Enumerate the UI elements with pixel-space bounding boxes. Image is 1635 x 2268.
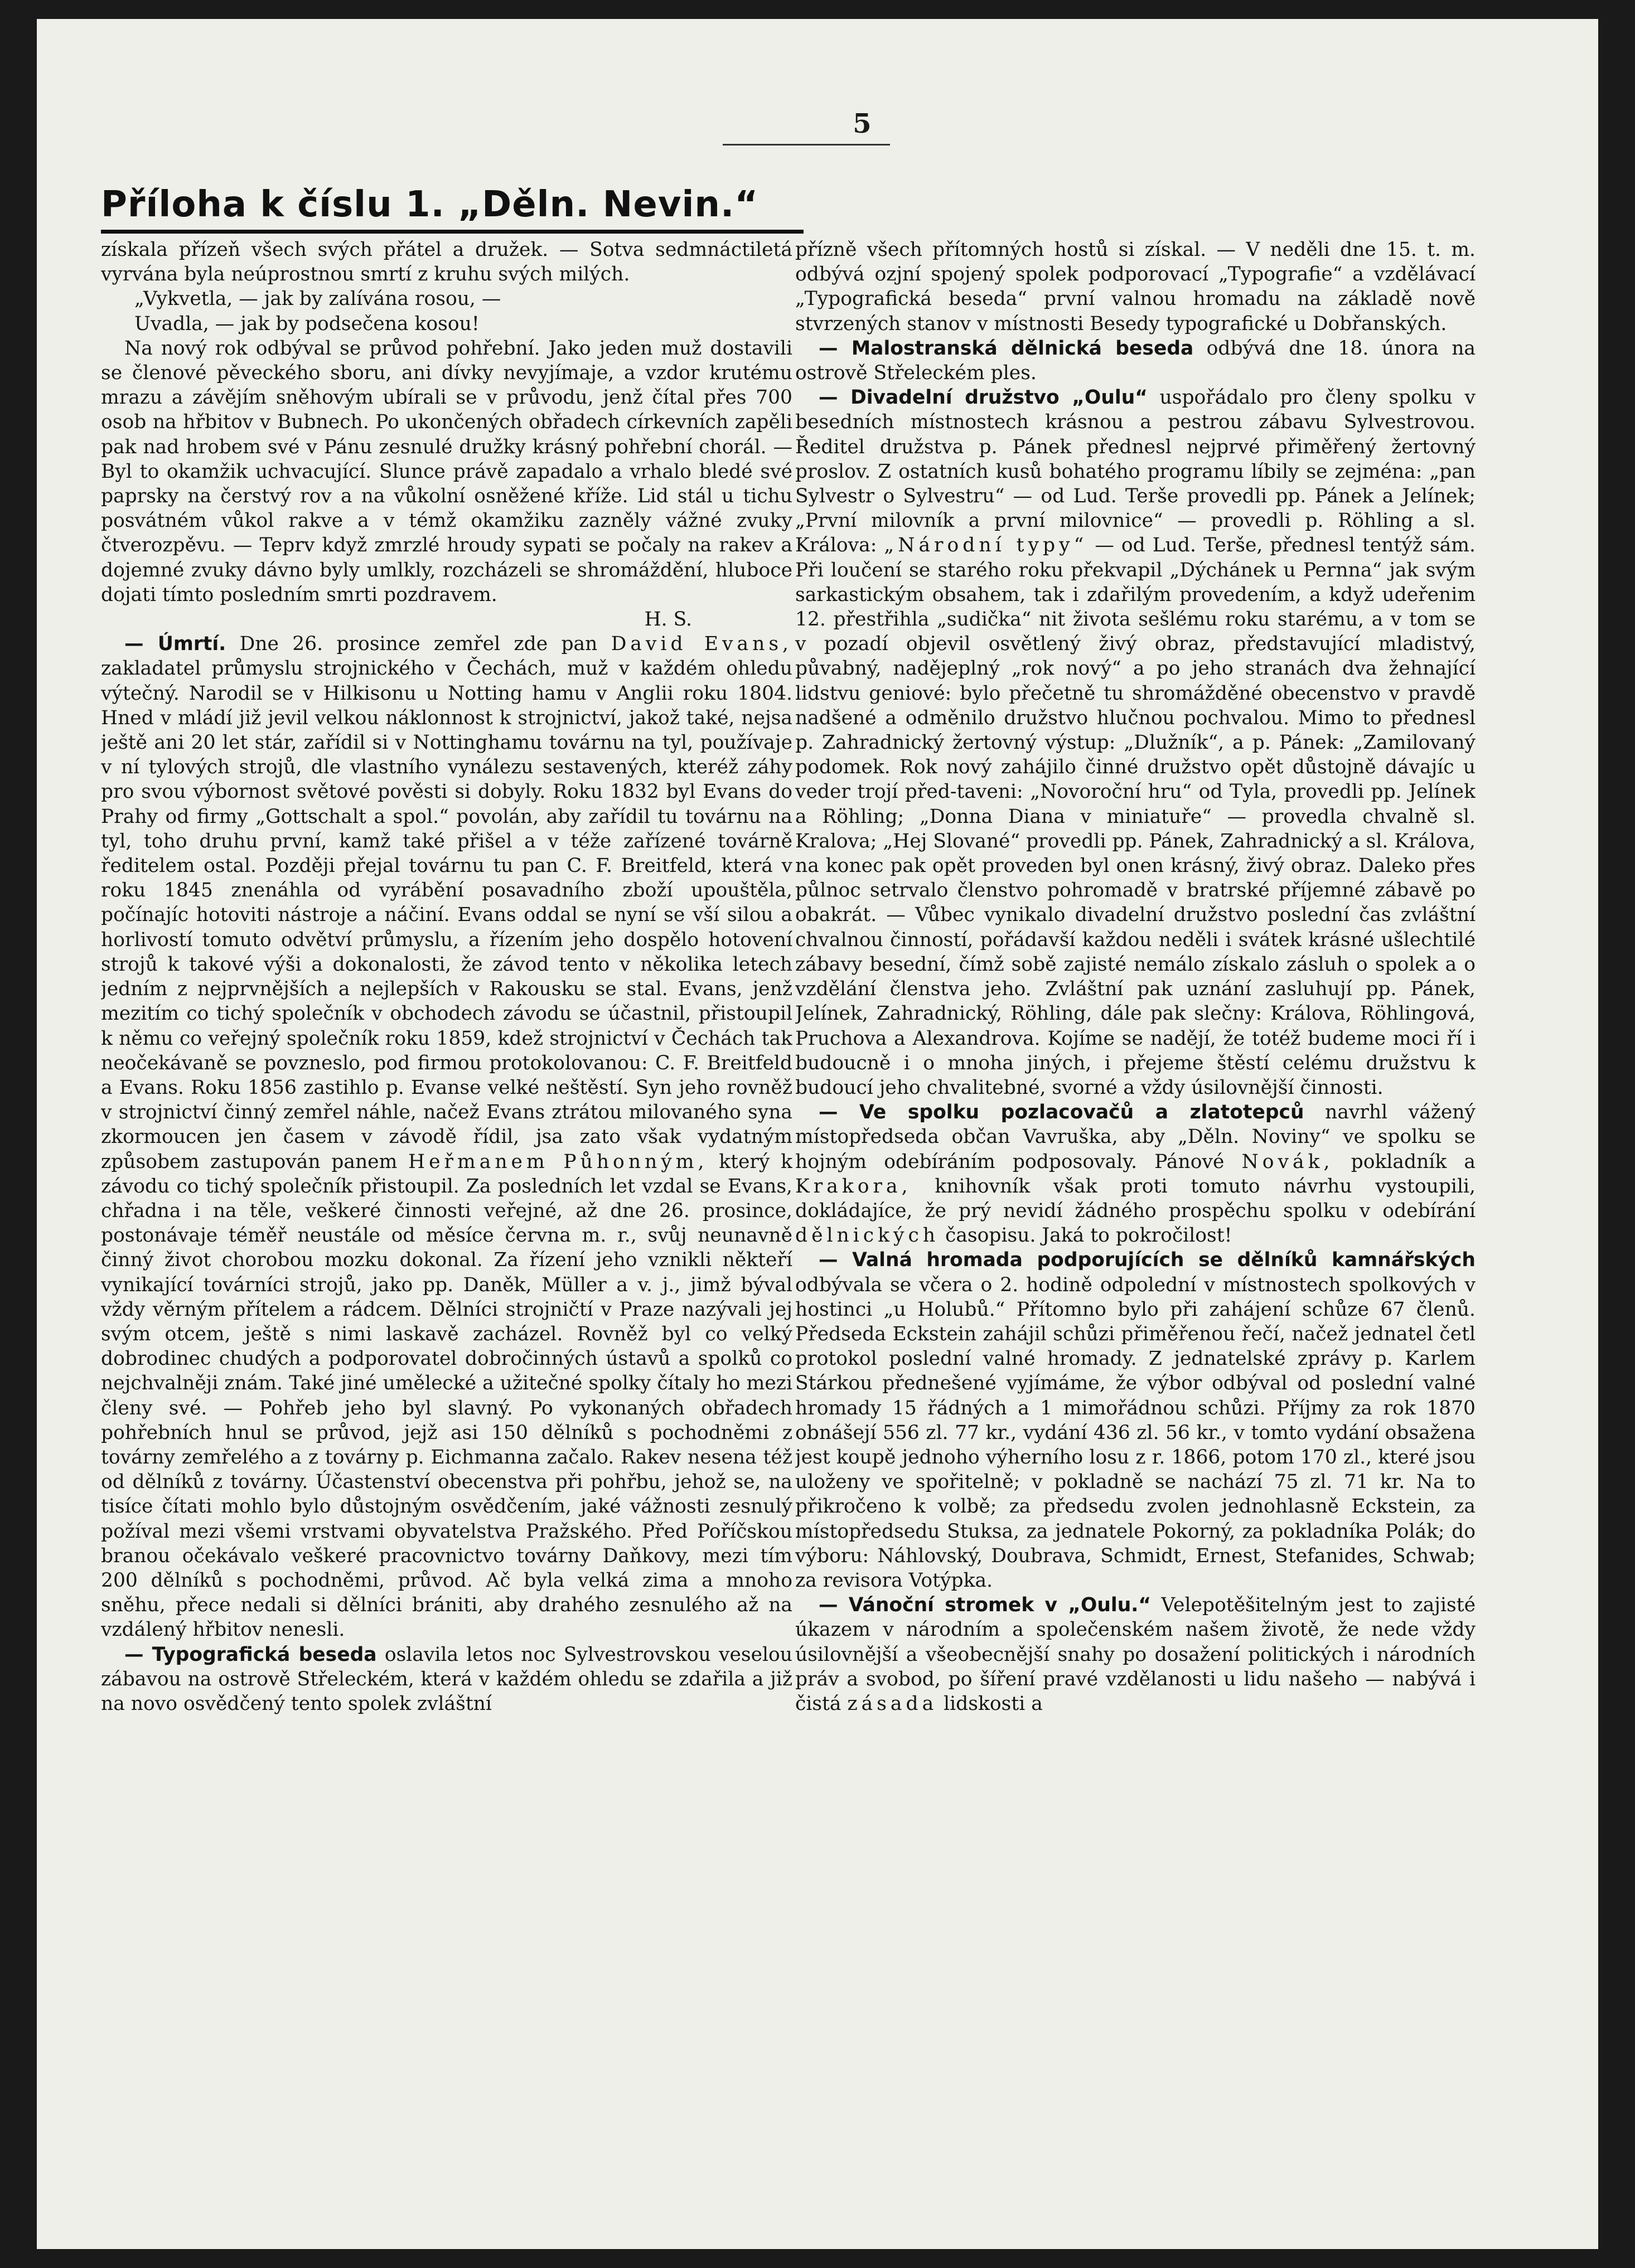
theatre-text: — od Lud. Terše, přednesl tentýž sám. Při loučení se starého roku překvapil „Dýchánek u Pernna“ jak svým sarkastickým obsahem, tak i zdařilým provedením, a když udeřenim 12. přestřihla „sudička“ nit života sešlému roku starému, a v tom se v pozadí objevil osvětlený živý obraz, představující mladistvý, půvabný, nadějeplný „rok nový“ a po jeho stranách dva žehnající lidstvu geniové: bylo přečetně tu shromážděné obecenstvo v pravdě nadšené a odměnilo družstvo hlučnou pochvalou. Mimo to přednesl p. Zahradnický žertovný výstup: „Dlužník“, a p. Pánek: „Zamilovaný podomek. Rok nový zahájilo činné družstvo opět důstojně dávajíc u veder trojí před-taveni: „Novoroční hru“ od Tyla, provedli pp. Jelínek a Röhling; „Donna Diana v miniatuře“ — provedla chvalně sl. Kralova; „Hej Slované“ provedli pp. Pánek, Zahradnický a sl. Králova, na konec pak opět proveden byl onen krásný, živý obraz. Daleko přes půlnoc setrvalo členstvo pohromadě v bratrské příjemné zábavě po obakrát. — Vůbec vynikalo divadelní družstvo poslední čas zvláštní chvalnou činností, pořádavší každou neděli i svátek krásné ušlechtilé zábavy besední, čímž sobě zajisté nemálo získalo zásluh o spolek a o vzdělání členstva jeho. Zvláštní pak uznání zasluhují pp. Pánek, Jelínek, Zahradnický, Röhling, dále pak slečny: Králova, Röhlingová, Pruchova a Alexandrova. Kojíme se nadějí, že totéž budeme moci ří i budoucně i o mnoha jiných, i přejeme štěstí celému družstvu k budoucí jeho chvalitebné, svorné a vždy úsilovnější činnosti. bbox=[795, 534, 1476, 1099]
stove-makers-text: odbývala se včera o 2. hodině odpolední v místnostech spolkových v hostinci „u Holubů.“ Přítomno bylo při zahájení schůze 67 členů. Předseda Eckstein zahájil schůzi přiměřenou řečí, načež jednatel četl protokol poslední valné hromady. Z jednatelské zprávy p. Karlem Stárkou přednešené vyjímáme, že výbor odbýval od poslední valné hromady 15 řádných a 1 mimořádnou schůzi. Příjmy za rok 1870 obnášejí 556 zl. 77 kr., vydání 436 zl. 56 kr., v tomto vydání obsažena jest koupě jednoho výherního losu z r. 1866, potom 170 zl., které jsou uloženy ve spořitelně; v pokladně se nachází 75 zl. 71 kr. Na to přikročeno k volbě; za předsedu zvolen jednohlasně Eckstein, za místopředsedu Stuksa, za jednatele Pokorný, za pokladníka Polák; do výboru: Náhlovský, Doubrava, Schmidt, Ernest, Stefanides, Schwab; za revisora Votýpka. bbox=[795, 1273, 1476, 1592]
obituary-name: Heřmanem Půhonným, bbox=[408, 1150, 708, 1173]
christmas-tree-paragraph bbox=[795, 1593, 1476, 1716]
obituary-text: Dne 26. prosince zemřel zde pan bbox=[239, 633, 598, 656]
theatre-heading: — Divadelní družstvo „Oulu“ bbox=[819, 386, 1148, 409]
article-continuation: přízně všech přítomných hostů si získal. — V neděli dne 15. t. m. odbývá ozjní spojený spolek podporovací „Typografie“ a vzdělávací „Typografická beseda“ první valnou hromadu na základě nově stvrzených stanov v místnosti Besedy typografické u Dobřanských. bbox=[795, 239, 1476, 335]
malostranska-text: odbývá dne 18. února na ostrově Střeleckém ples. bbox=[795, 337, 1476, 385]
gilders-heading: — Ve spolku pozlacovačů a zlatotepců bbox=[819, 1101, 1304, 1124]
article-continuation: získala přízeň všech svých přátel a družek. — Sotva sedmnáctiletá vyrvána byla neúprostnou smrtí z kruhu svých milých. bbox=[101, 239, 792, 286]
poem-line: „Vykvetla, — jak by zalívána rosou, — bbox=[134, 288, 501, 311]
theatre-spaced-title: „Národní typy“ bbox=[884, 534, 1088, 557]
obituary-text: zakladatel průmyslu strojnického v Čechách, muž v každém ohledu výtečný. Narodil se v Hilkisonu u Notting hamu v Anglii roku 1804. Hned v mládí již jevil velkou náklonnost k strojnictví, jakož také, nejsa ještě ani 20 let stár, zařídil si v Nottinghamu továrnu na tyl, používaje v ní tylových strojů, dle vlastního vynálezu sestavených, kteréž záhy pro svou výbornost světové pověsti si dobyly. Roku 1832 byl Evans do Prahy od firmy „Gottschalt a spol.“ povolán, aby zařídil tu továrnu na tyl, toho druhu první, kamž také přišel a v téže zařízené továrně ředitelem ostal. Později přejal továrnu tu pan C. F. Breitfeld, která v roku 1845 znenáhla od vyrábění posavadního zboží upouštěla, počínajíc hotoviti nástroje a náčiní. Evans oddal se nyní se vší silou a horlivostí tomuto odvětví průmyslu, a řízením jeho dospělo hotovení strojů k takové výši a dokonalosti, že závod tento v několika letech jedním z nejprvnějších a nejlepších v Rakousku se stal. Evans, jenž mezitím co tichý společník v obchodech závodu se účastnil, přistoupil k němu co veřejný společník roku 1859, kdež strojnictví v Čechách tak neočekávaně se povzneslo, pod firmou protokolovanou: C. F. Breitfeld a Evans. Roku 1856 zastihlo p. Evanse velké neštěstí. Syn jeho rovněž v strojnictví činný zemřel náhle, načež Evans ztrátou milovaného syna zkormoucen jen časem v závodě řídil, jsa zato však vydatným způsobem zastupován panem bbox=[101, 657, 792, 1173]
funeral-paragraph: Na nový rok odbýval se průvod pohřební. Jako jeden muž dostavili se členové pěveckého sboru, ani dívky nevyjímaje, a vzdor krutému mrazu a závějím sněhovým ubírali se v průvodu, jenž čítal přes 700 osob na hřbitov v Bubnech. Po ukončených obřadech církevních zapěli pak nad hrobem své v Pánu zesnulé družky krásný pohřební chorál. — Byl to okamžik uchvacující. Slunce právě zapadalo a vrhalo bledé své paprsky na čerstvý rov a na vůkolní osněžené kříže. Lid stál u tichu posvátném vůkol rakve a v témž okamžiku zazněly vážné zvuky čtverozpěvu. — Teprv když zmrzlé hroudy sypati se počaly na rakev a dojemné zvuky dávno byly umlkly, rozcházeli se shromáždění, hluboce dojati tímto posledním smrti pozdravem. bbox=[101, 337, 792, 606]
page-number-rule bbox=[723, 144, 890, 146]
theatre-paragraph bbox=[795, 385, 1476, 1100]
right-column bbox=[795, 238, 1476, 2133]
gilders-text: časopisu. Jaká to pokročilost! bbox=[945, 1224, 1232, 1247]
left-column bbox=[101, 238, 792, 2133]
christmas-tree-text: Velepotěšitelným jest to zajisté úkazem v národním a společenském našem životě, že nede vždy úsilovnější a všeobecnější snahy po dosažení politických i národních práv a svobod, po šíření pravé vzdělanosti u lidu našeho — nabývá i čistá bbox=[795, 1594, 1476, 1715]
supplement-title: Příloha k číslu 1. „Děln. Nevin.“ bbox=[101, 184, 759, 225]
gilders-name: Krakora, bbox=[795, 1175, 912, 1198]
typographic-club-paragraph bbox=[101, 1642, 792, 1717]
gilders-name: Novák, bbox=[1241, 1150, 1334, 1173]
newspaper-page bbox=[37, 19, 1598, 2249]
obituary-heading: — Úmrtí. bbox=[124, 633, 226, 656]
typographic-club-heading: — Typografická beseda bbox=[124, 1643, 377, 1666]
poem-quote bbox=[101, 287, 792, 336]
christmas-tree-heading: — Vánoční stromek v „Oulu.“ bbox=[819, 1594, 1152, 1617]
theatre-text: uspořádalo pro členy spolku v besedních místnostech krásnou a pestrou zábavu Sylvestrovou. Ředitel družstva p. Pánek přednesl nejprvé přiměřený žertovný proslov. Z ostatních kusů bohatého programu líbily se zejména: „pan Sylvestr o Sylvestru“ — od Lud. Terše provedli pp. Pánek a Jelínek; „První milovník a první milovnice“ — provedli p. Röhling a sl. Králova: bbox=[795, 386, 1476, 557]
poem-line: Uvadla, — jak by podsečena kosou! bbox=[134, 312, 480, 335]
stove-makers-paragraph bbox=[795, 1248, 1476, 1593]
gilders-text: navrhl vážený místopředseda občan Vavruška, aby „Děln. Noviny“ ve spolku se hojným odebíráním podposovaly. Pánové bbox=[795, 1101, 1476, 1173]
page-number: 5 bbox=[853, 108, 872, 139]
author-signature: H. S. bbox=[644, 608, 692, 631]
gilders-text: knihovník však proti tomuto návrhu vystoupili, dokládajíce, že prý nevidí žádného prospěchu spolku v odebírání bbox=[795, 1175, 1476, 1222]
stove-makers-heading: — Valná hromada podporujících se dělníků kamnářských bbox=[819, 1249, 1476, 1272]
malostranska-heading: — Malostranská dělnická beseda bbox=[819, 337, 1194, 360]
christmas-tree-text: lidskosti a bbox=[944, 1692, 1043, 1715]
gilders-paragraph bbox=[795, 1100, 1476, 1248]
obituary-text: který k závodu co tichý společník přistoupil. Za posledních let vzdal se Evans, chřadna i na těle, veškeré činnosti veřejné, až dne 26. prosince, postonávaje téměř neustále od měsíce června m. r., svůj neunavně činný život chorobou mozku dokonal. Za řízení jeho vznikli někteří vynikající továrníci strojů, jako pp. Daněk, Müller a v. j., jimž býval vždy věrným přítelem a rádcem. Dělníci strojničtí v Praze nazývali jej svým otcem, ještě s nimi laskavě zacházel. Rovněž byl co velký dobrodinec chudých a podporovatel dobročinných ústavů a spolků co nejchvalněji znám. Také jiné umělecké a užitečné spolky čítaly ho mezi členy své. — Pohřeb jeho byl slavný. Po vykonaných obřadech pohřebních hnul se průvod, jejž asi 150 dělníků s pochodněmi z továrny zemřelého a z továrny p. Eichmanna začalo. Rakev nesena též od dělníků z továrny. Účastenství obecenstva při pohřbu, jehož se, na tisíce čítati mohlo bylo důstojným osvědčením, jaké vážnosti zesnulý požíval mezi všemi vrstvami obyvatelstva Pražského. Před Poříčskou branou očekávalo veškeré pracovnictvo továrny Daňkovy, mezi tím 200 dělníků s pochodněmi, průvod. Ač byla velká zima a mnoho sněhu, přece nedali si dělníci brániti, aby drahého zesnulého až na vzdálený hřbitov nenesli. bbox=[101, 1150, 792, 1641]
title-rule bbox=[101, 230, 804, 234]
malostranska-paragraph bbox=[795, 336, 1476, 385]
gilders-spaced-word: dělnických bbox=[795, 1224, 940, 1247]
gilders-text: pokladník a bbox=[1351, 1150, 1476, 1173]
obituary-name: David Evans, bbox=[611, 633, 792, 656]
typographic-club-text: oslavila letos noc Sylvestrovskou veselou zábavou na ostrově Střeleckém, která v každém ohledu se zdařila a již na novo osvědčený tento spolek zvláštní bbox=[101, 1643, 792, 1715]
obituary-paragraph bbox=[101, 632, 792, 1642]
christmas-tree-spaced-word: zásada bbox=[847, 1692, 938, 1715]
